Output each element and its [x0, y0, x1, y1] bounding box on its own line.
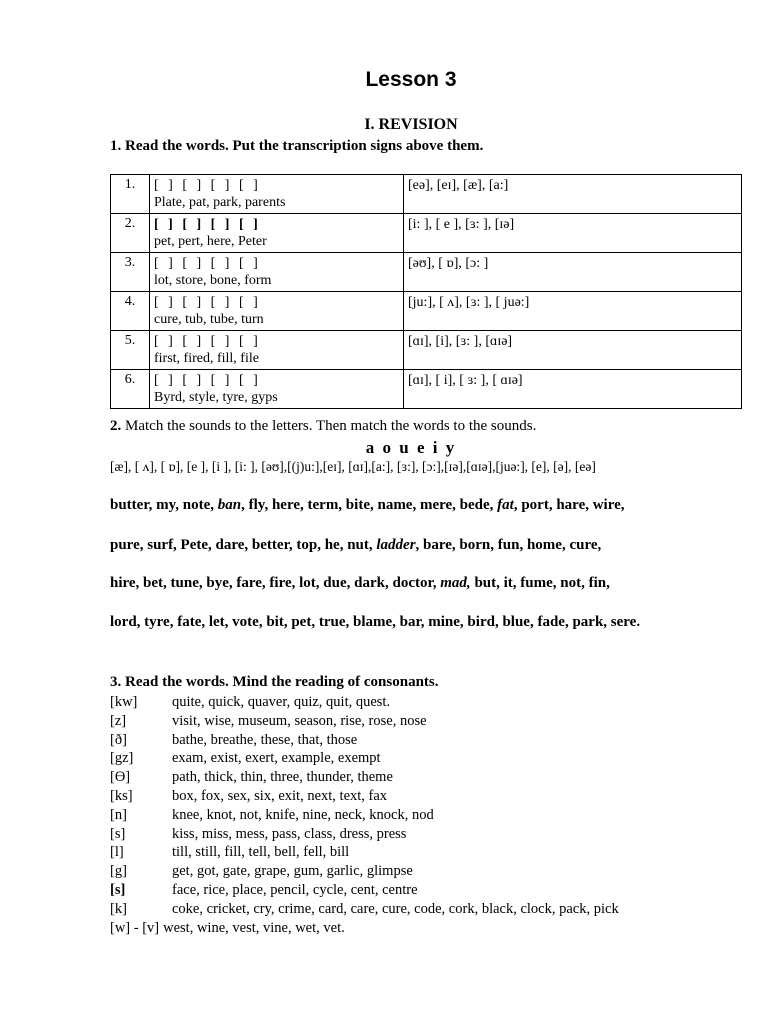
row-words: lot, store, bone, form — [154, 273, 272, 288]
row-number: 5. — [111, 331, 150, 370]
consonant-sound: [z] — [110, 712, 127, 729]
exercise-3-instruction — [110, 674, 439, 691]
consonant-sound: [w] - [v] — [110, 919, 160, 936]
row-signs: [i: ], [ e ], [ɜ: ], [ɪə] — [404, 214, 742, 253]
list-item — [110, 843, 619, 862]
exercise-1-number: 1. — [110, 138, 122, 154]
list-item — [110, 712, 619, 731]
lesson-title: Lesson 3 — [365, 68, 457, 91]
word-segment: , port, hare, wire, — [513, 497, 625, 513]
consonant-words: quite, quick, quaver, quiz, quit, quest. — [172, 694, 391, 710]
exercise-1-instruction — [110, 138, 483, 155]
row-words: Byrd, style, tyre, gyps — [154, 390, 278, 405]
list-item — [110, 825, 619, 844]
row-words-cell — [150, 253, 404, 292]
word-line — [110, 575, 610, 592]
consonant-words: get, got, gate, grape, gum, garlic, glimpse — [172, 863, 413, 880]
empty-brackets: [ ] [ ] [ ] [ ] — [154, 295, 258, 310]
empty-brackets: [ ] [ ] [ ] [ ] — [154, 217, 258, 232]
list-item — [110, 787, 619, 806]
consonant-sound: [ks] — [110, 787, 133, 804]
consonant-sound: [s] — [110, 825, 126, 842]
example-word: ladder — [376, 537, 416, 553]
empty-brackets: [ ] [ ] [ ] [ ] — [154, 256, 258, 271]
consonant-words: visit, wise, museum, season, rise, rose, nose — [172, 712, 427, 729]
exercise-1-text: Read the words. Put the transcription signs above them. — [125, 138, 484, 154]
row-number: 1. — [111, 175, 150, 214]
consonant-words: face, rice, place, pencil, cycle, cent, centre — [172, 881, 418, 898]
row-words: Plate, pat, park, parents — [154, 195, 286, 210]
consonant-words: knee, knot, not, knife, nine, neck, knock, nod — [172, 806, 434, 823]
exercise-2-number: 2. — [110, 418, 122, 434]
consonant-sound: [s] — [110, 881, 126, 898]
row-signs: [eə], [eɪ], [æ], [a:] — [404, 175, 742, 214]
consonant-words: kiss, miss, mess, pass, class, dress, press — [172, 825, 407, 842]
list-item — [110, 900, 619, 919]
row-words-cell — [150, 370, 404, 409]
word-segment: but, it, fume, not, fin, — [470, 575, 610, 591]
empty-brackets: [ ] [ ] [ ] [ ] — [154, 373, 258, 388]
consonant-sound: [n] — [110, 806, 127, 823]
consonant-sound: [g] — [110, 863, 127, 880]
word-segment: butter, my, note, — [110, 497, 218, 513]
example-word: mad, — [440, 575, 471, 591]
consonant-sound: [gz] — [110, 750, 134, 767]
consonant-sound: [l] — [110, 844, 124, 861]
consonant-words: west, wine, vest, vine, wet, vet. — [163, 919, 345, 936]
row-signs: [ɑɪ], [ i], [ ɜ: ], [ ɑɪə] — [404, 370, 742, 409]
vowel-letters: a o u e i y — [365, 438, 457, 457]
word-line — [110, 614, 640, 631]
empty-brackets: [ ] [ ] [ ] [ ] — [154, 334, 258, 349]
exercise-2-instruction — [110, 418, 536, 435]
word-segment: pure, surf, Pete, dare, better, top, he, nut, — [110, 537, 377, 553]
row-words-cell — [150, 175, 404, 214]
word-line — [110, 537, 601, 554]
empty-brackets: [ ] [ ] [ ] [ ] — [154, 178, 258, 193]
table-row — [111, 331, 742, 370]
word-segment: lord, tyre, fate, let, vote, bit, pet, true, blame, bar, mine, bird, blue, fade, park, sere. — [110, 614, 641, 630]
word-segment: hire, bet, tune, bye, fare, fire, lot, due, dark, doctor, — [110, 575, 441, 591]
list-item — [110, 919, 619, 938]
word-line — [110, 497, 625, 514]
row-signs: [ju:], [ ʌ], [ɜ: ], [ juə:] — [404, 292, 742, 331]
table-row — [111, 175, 742, 214]
row-words: cure, tub, tube, turn — [154, 312, 264, 327]
consonant-list — [110, 693, 619, 937]
consonant-words: coke, cricket, cry, crime, card, care, cure, code, cork, black, clock, pack, pick — [172, 900, 619, 917]
table-row — [111, 214, 742, 253]
word-segment: , bare, born, fun, home, cure, — [415, 537, 602, 553]
list-item — [110, 768, 619, 787]
list-item — [110, 862, 619, 881]
row-number: 2. — [111, 214, 150, 253]
consonant-sound: [kw] — [110, 694, 138, 710]
row-number: 4. — [111, 292, 150, 331]
table-row — [111, 253, 742, 292]
consonant-sound: [Ɵ] — [110, 769, 131, 786]
consonant-sound: [ð] — [110, 731, 127, 748]
consonant-words: bathe, breathe, these, that, those — [172, 731, 358, 748]
exercise-2-text: Match the sounds to the letters. Then match the words to the sounds. — [125, 418, 537, 434]
table-row — [111, 292, 742, 331]
list-item — [110, 731, 619, 750]
row-words: first, fired, fill, file — [154, 351, 259, 366]
row-words: pet, pert, here, Peter — [154, 234, 267, 249]
section-title: I. REVISION — [364, 116, 458, 133]
row-words-cell — [150, 331, 404, 370]
example-word: ban — [217, 497, 242, 513]
consonant-words: path, thick, thin, three, thunder, theme — [172, 769, 393, 786]
word-segment: , fly, here, term, bite, name, mere, bede, — [241, 497, 498, 513]
row-number: 6. — [111, 370, 150, 409]
transcription-table — [110, 174, 742, 409]
list-item — [110, 693, 619, 712]
exercise-3-number: 3. — [110, 674, 122, 690]
row-signs: [əʊ], [ ɒ], [ɔ: ] — [404, 253, 742, 292]
row-words-cell — [150, 214, 404, 253]
sound-list: [æ], [ ʌ], [ ɒ], [e ], [i ], [i: ], [əʊ],[(j)u:],[eɪ], [ɑɪ],[a:], [ɜ:], [ɔ:],[ɪə],[ɑɪə],[juə:], [e], [ə], [eə] — [110, 459, 596, 474]
consonant-words: exam, exist, exert, example, exempt — [172, 750, 381, 767]
consonant-words: till, still, fill, tell, bell, fell, bill — [172, 844, 350, 861]
consonant-sound: [k] — [110, 900, 127, 917]
exercise-3-text: Read the words. Mind the reading of consonants. — [125, 674, 439, 690]
row-words-cell — [150, 292, 404, 331]
consonant-words: box, fox, sex, six, exit, next, text, fax — [172, 787, 388, 804]
table-row — [111, 370, 742, 409]
example-word: fat — [497, 497, 514, 513]
list-item — [110, 749, 619, 768]
list-item — [110, 806, 619, 825]
row-number: 3. — [111, 253, 150, 292]
row-signs: [ɑɪ], [i], [ɜ: ], [ɑɪə] — [404, 331, 742, 370]
list-item — [110, 881, 619, 900]
